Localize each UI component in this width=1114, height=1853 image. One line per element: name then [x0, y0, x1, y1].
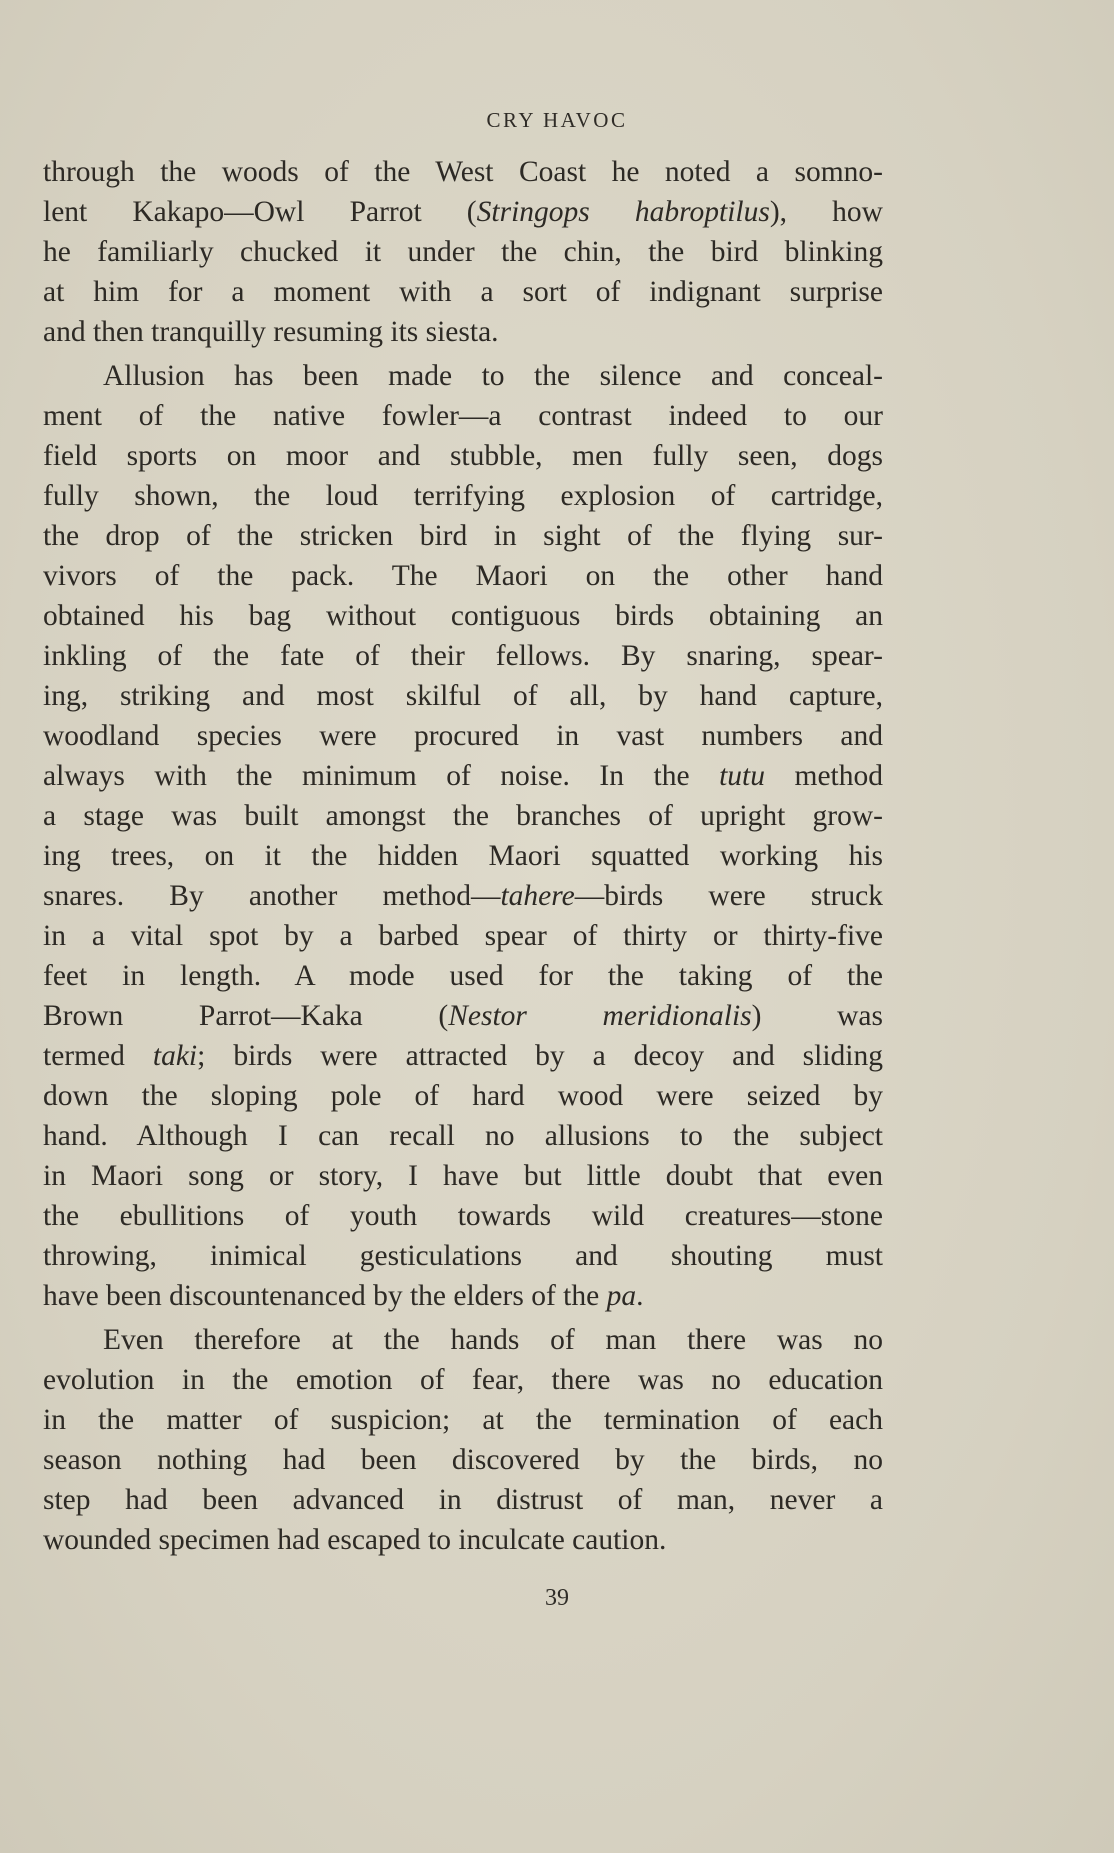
text-line: the drop of the stricken bird in sight of the flying sur- [43, 520, 883, 552]
page-number: 39 [545, 1585, 569, 1611]
text-line: lent Kakapo—Owl Parrot (Stringops habroptilus), how [43, 196, 883, 228]
text-line: always with the minimum of noise. In the tutu method [43, 760, 883, 792]
italic-term: Nestor meridionalis [448, 1000, 752, 1032]
text-line: have been discountenanced by the elders of the pa. [43, 1280, 644, 1312]
text-line: down the sloping pole of hard wood were seized by [43, 1080, 883, 1112]
text-line: fully shown, the loud terrifying explosion of cartridge, [43, 480, 883, 512]
text-line: woodland species were procured in vast numbers and [43, 720, 883, 752]
text-line: ing, striking and most skilful of all, by hand capture, [43, 680, 883, 712]
text-line: inkling of the fate of their fellows. By snaring, spear- [43, 640, 883, 672]
text-line: vivors of the pack. The Maori on the other hand [43, 560, 883, 592]
italic-term: Stringops habroptilus [476, 196, 770, 228]
text-line: and then tranquilly resuming its siesta. [43, 316, 499, 348]
text-line: in the matter of suspicion; at the termination of each [43, 1404, 883, 1436]
text-line: obtained his bag without contiguous birds obtaining an [43, 600, 883, 632]
italic-term: pa [606, 1280, 637, 1312]
text-line: evolution in the emotion of fear, there was no education [43, 1364, 883, 1396]
text-line: wounded specimen had escaped to inculcate caution. [43, 1524, 667, 1556]
paragraph [43, 1320, 883, 1560]
text-line: ment of the native fowler—a contrast indeed to our [43, 400, 883, 432]
text-line: he familiarly chucked it under the chin, the bird blinking [43, 236, 883, 268]
text-line: snares. By another method—tahere—birds were struck [43, 880, 883, 912]
text-line: hand. Although I can recall no allusions to the subject [43, 1120, 883, 1152]
text-line: throwing, inimical gesticulations and shouting must [43, 1240, 883, 1272]
italic-term: taki [152, 1040, 198, 1072]
text-line: in Maori song or story, I have but little doubt that even [43, 1160, 883, 1192]
text-line: season nothing had been discovered by the birds, no [43, 1444, 883, 1476]
paragraph [43, 356, 883, 1316]
text-line: Even therefore at the hands of man there was no [103, 1324, 883, 1356]
text-line: field sports on moor and stubble, men fully seen, dogs [43, 440, 883, 472]
body-text [43, 152, 883, 1560]
text-line: step had been advanced in distrust of man, never a [43, 1484, 883, 1516]
text-line: Allusion has been made to the silence and conceal- [103, 360, 883, 392]
text-line: termed taki; birds were attracted by a decoy and sliding [43, 1040, 883, 1072]
text-line: through the woods of the West Coast he noted a somno- [43, 156, 883, 188]
text-line: ing trees, on it the hidden Maori squatted working his [43, 840, 883, 872]
text-line: Brown Parrot—Kaka (Nestor meridionalis) was [43, 1000, 883, 1032]
paragraph [43, 152, 883, 352]
text-line: at him for a moment with a sort of indignant surprise [43, 276, 883, 308]
text-line: feet in length. A mode used for the taking of the [43, 960, 883, 992]
text-line: in a vital spot by a barbed spear of thirty or thirty-five [43, 920, 883, 952]
text-line: a stage was built amongst the branches of upright grow- [43, 800, 883, 832]
italic-term: tahere [500, 880, 575, 912]
running-head: CRY HAVOC [486, 108, 628, 132]
text-line: the ebullitions of youth towards wild creatures—stone [43, 1200, 883, 1232]
italic-term: tutu [719, 760, 765, 792]
